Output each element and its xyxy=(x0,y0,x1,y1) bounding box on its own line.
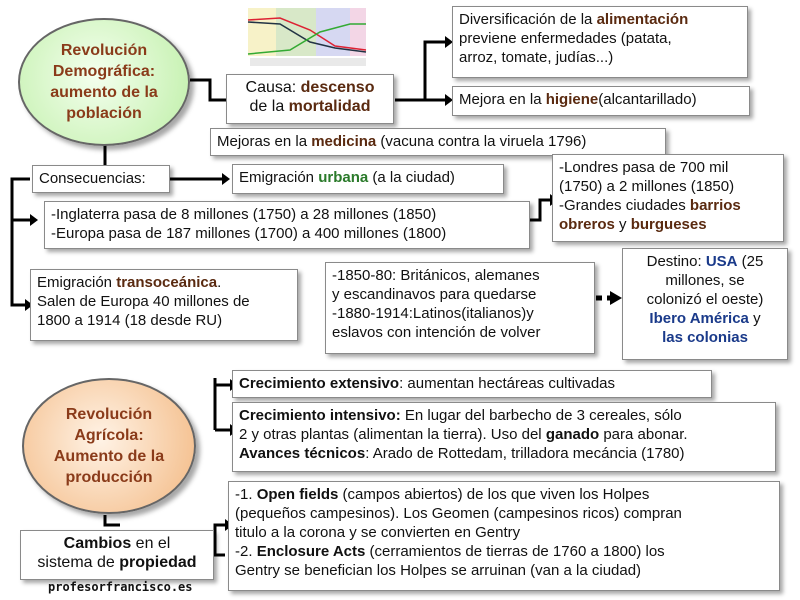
emigrantes-line-2: y escandinavos para quedarse xyxy=(332,286,537,303)
propiedad-cambios: Cambios xyxy=(63,535,132,552)
destino-box xyxy=(622,248,788,360)
demografica-title-3: aumento de la xyxy=(50,84,158,101)
intensivo-bold: Crecimiento intensivo: xyxy=(239,407,401,424)
transoceanica-line-2: Salen de Europa 40 millones de xyxy=(37,293,250,310)
demografica-oval xyxy=(18,18,190,146)
londres-line-1: -Londres pasa de 700 mil xyxy=(559,159,729,176)
alimentacion-pre: Diversificación de la xyxy=(459,11,597,28)
londres-burgueses: burgueses xyxy=(630,216,707,233)
alimentacion-bold: alimentación xyxy=(596,11,689,28)
intensivo-box xyxy=(232,402,776,472)
consecuencias-label: Consecuencias: xyxy=(39,170,146,187)
intensivo-ganado: ganado xyxy=(545,426,600,443)
poblacion-inglaterra: -Inglaterra pasa de 8 millones (1750) a 28 millones (1850) xyxy=(51,206,437,223)
fields-num-2: -2. xyxy=(235,543,257,560)
transoceanica-line-3: 1800 a 1914 (18 desde RU) xyxy=(37,312,223,329)
extensivo-bold: Crecimiento extensivo xyxy=(239,375,400,392)
extensivo-post: : aumentan hectáreas cultivadas xyxy=(399,375,616,392)
demografica-title-2: Demográfica: xyxy=(52,63,156,80)
agricola-title-4: producción xyxy=(65,469,153,486)
higiene-box xyxy=(452,86,750,116)
footer-website[interactable]: profesorfrancisco.es xyxy=(48,580,193,594)
demografica-title-1: Revolución xyxy=(60,42,148,59)
causa-de-la: de la xyxy=(249,98,289,115)
agricola-title-2: Agrícola: xyxy=(74,427,144,444)
transoceanica-pre: Emigración xyxy=(37,274,117,291)
londres-obreros: obreros xyxy=(559,216,615,233)
alimentacion-box xyxy=(452,6,748,78)
propiedad-sistema: sistema de xyxy=(37,554,120,571)
destino-y: y xyxy=(748,310,761,327)
londres-line-3: -Grandes ciudades xyxy=(559,197,690,214)
causa-mortalidad: mortalidad xyxy=(288,98,371,115)
agricola-title-1: Revolución xyxy=(65,406,153,423)
destino-line-2: millones, se xyxy=(665,272,745,289)
destino-post: (25 xyxy=(737,253,764,270)
fields-line-1: (campos abiertos) de los que viven los Holpes xyxy=(338,486,650,503)
emigrantes-line-1: -1850-80: Británicos, alemanes xyxy=(332,267,540,284)
medicina-post: (vacuna contra la viruela 1796) xyxy=(376,133,587,150)
population-chart-thumbnail xyxy=(220,2,370,68)
propiedad-bold: propiedad xyxy=(119,554,197,571)
transoceanica-box xyxy=(30,269,298,341)
intensivo-abonar: para abonar. xyxy=(599,426,688,443)
higiene-pre: Mejora en la xyxy=(459,91,546,108)
destino-pre: Destino: xyxy=(646,253,706,270)
agricola-oval xyxy=(22,378,196,514)
urbana-post: (a la ciudad) xyxy=(368,169,455,186)
londres-box xyxy=(552,154,784,242)
causa-descenso: descenso xyxy=(300,79,375,96)
higiene-bold: higiene xyxy=(545,91,599,108)
intensivo-avances: Avances técnicos xyxy=(239,445,366,462)
fields-box xyxy=(228,481,780,591)
poblacion-box xyxy=(44,201,530,249)
consecuencias-box xyxy=(32,165,170,193)
destino-ibero: Ibero América xyxy=(649,310,749,327)
londres-barrios: barrios xyxy=(689,197,741,214)
propiedad-box xyxy=(20,530,214,580)
fields-line-4: (cerramientos de tierras de 1760 a 1800) los xyxy=(365,543,665,560)
emigrantes-box xyxy=(325,262,595,354)
fields-num-1: -1. xyxy=(235,486,257,503)
poblacion-europa: -Europa pasa de 187 millones (1700) a 400 millones (1800) xyxy=(51,225,447,242)
medicina-box xyxy=(210,128,666,156)
higiene-post: (alcantarillado) xyxy=(598,91,697,108)
londres-line-2: (1750) a 2 millones (1850) xyxy=(559,178,735,195)
urbana-box xyxy=(232,164,504,194)
fields-open-fields: Open fields xyxy=(256,486,339,503)
destino-usa: USA xyxy=(705,253,738,270)
alimentacion-line-2: previene enfermedades (patata, xyxy=(459,30,672,47)
demografica-title-4: población xyxy=(66,105,142,122)
urbana-pre: Emigración xyxy=(239,169,319,186)
fields-enclosure-acts: Enclosure Acts xyxy=(256,543,366,560)
causa-box xyxy=(226,74,394,124)
fields-line-2: (pequeños campesinos). Los Geomen (campesinos ricos) compran xyxy=(235,505,682,522)
fields-line-3: titulo a la corona y se convierten en Gentry xyxy=(235,524,521,541)
destino-line-3: colonizó el oeste) xyxy=(646,291,764,308)
alimentacion-line-3: arroz, tomate, judías...) xyxy=(459,49,614,66)
urbana-bold: urbana xyxy=(318,169,369,186)
medicina-bold: medicina xyxy=(311,133,377,150)
intensivo-arado: : Arado de Rottedam, trilladora mecáncia (1780) xyxy=(365,445,685,462)
destino-colonias: las colonias xyxy=(662,329,748,346)
medicina-pre: Mejoras en la xyxy=(217,133,312,150)
emigrantes-line-3: -1880-1914:Latinos(italianos)y xyxy=(332,305,534,322)
causa-label: Causa: xyxy=(245,79,301,96)
agricola-title-3: Aumento de la xyxy=(53,448,165,465)
londres-y: y xyxy=(614,216,631,233)
transoceanica-post: . xyxy=(217,274,222,291)
intensivo-post: En lugar del barbecho de 3 cereales, sólo xyxy=(400,407,682,424)
extensivo-box xyxy=(232,370,712,398)
emigrantes-line-4: eslavos con intención de volver xyxy=(332,324,541,341)
propiedad-en-el: en el xyxy=(131,535,171,552)
fields-line-5: Gentry se benefician los Holpes se arruinan (van a la ciudad) xyxy=(235,562,642,579)
intensivo-line-2: 2 y otras plantas (alimentan la tierra). Uso del xyxy=(239,426,546,443)
transoceanica-bold: transoceánica xyxy=(116,274,218,291)
